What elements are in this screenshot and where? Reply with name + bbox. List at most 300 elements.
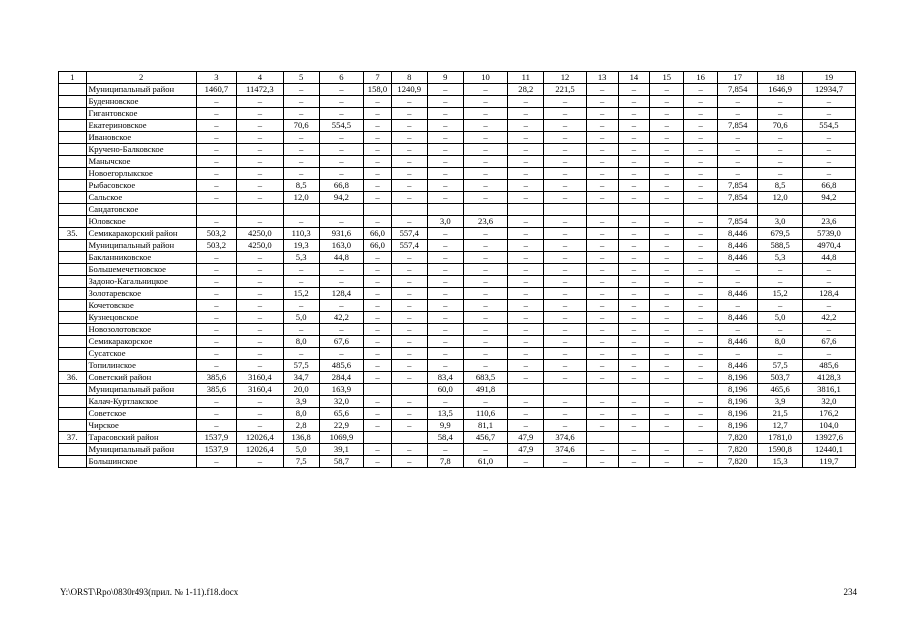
- table-cell: 32,0: [802, 396, 855, 408]
- table-cell: –: [391, 276, 427, 288]
- column-number: 8: [391, 72, 427, 84]
- table-cell: –: [508, 252, 544, 264]
- table-cell: –: [618, 96, 650, 108]
- column-number: 18: [758, 72, 803, 84]
- table-cell: –: [427, 240, 463, 252]
- table-cell: –: [364, 192, 392, 204]
- table-cell: 1069,9: [319, 432, 364, 444]
- table-cell: –: [364, 264, 392, 276]
- table-cell: –: [463, 264, 508, 276]
- table-cell: [684, 204, 718, 216]
- table-cell: –: [684, 132, 718, 144]
- table-cell: –: [684, 228, 718, 240]
- table-cell: –: [618, 120, 650, 132]
- table-cell: –: [391, 156, 427, 168]
- table-cell: –: [586, 252, 618, 264]
- table-cell: –: [802, 96, 855, 108]
- table-cell: –: [283, 144, 319, 156]
- table-cell: –: [364, 456, 392, 468]
- row-number: [59, 288, 87, 300]
- table-cell: 110,6: [463, 408, 508, 420]
- table-cell: –: [237, 168, 284, 180]
- table-cell: 2,8: [283, 420, 319, 432]
- row-number: [59, 456, 87, 468]
- table-cell: –: [544, 372, 586, 384]
- table-cell: –: [391, 96, 427, 108]
- table-cell: 7,820: [718, 432, 758, 444]
- settlement-name: Калач-Куртлакское: [86, 396, 196, 408]
- row-number: [59, 204, 87, 216]
- table-cell: –: [237, 192, 284, 204]
- table-cell: –: [391, 120, 427, 132]
- settlement-name: Сандатовское: [86, 204, 196, 216]
- table-cell: 42,2: [319, 312, 364, 324]
- table-cell: 32,0: [319, 396, 364, 408]
- table-cell: –: [618, 288, 650, 300]
- table-cell: –: [196, 288, 236, 300]
- table-cell: –: [544, 144, 586, 156]
- table-cell: –: [586, 84, 618, 96]
- table-cell: 70,6: [283, 120, 319, 132]
- table-row: [59, 360, 856, 372]
- table-cell: –: [427, 228, 463, 240]
- settlement-name: Задоно-Кагальницкое: [86, 276, 196, 288]
- table-row: [59, 444, 856, 456]
- table-cell: –: [364, 276, 392, 288]
- settlement-name: Рыбасовское: [86, 180, 196, 192]
- table-cell: –: [650, 228, 684, 240]
- table-cell: –: [508, 192, 544, 204]
- row-number: [59, 252, 87, 264]
- settlement-name: Бакланниковское: [86, 252, 196, 264]
- table-cell: –: [650, 168, 684, 180]
- table-cell: –: [508, 228, 544, 240]
- table-cell: –: [196, 360, 236, 372]
- table-cell: 128,4: [319, 288, 364, 300]
- table-cell: 65,6: [319, 408, 364, 420]
- table-cell: –: [463, 108, 508, 120]
- table-cell: –: [364, 348, 392, 360]
- table-cell: –: [684, 300, 718, 312]
- column-number: 6: [319, 72, 364, 84]
- table-cell: –: [650, 288, 684, 300]
- table-row: [59, 336, 856, 348]
- table-cell: [508, 204, 544, 216]
- table-cell: –: [391, 132, 427, 144]
- table-cell: –: [718, 132, 758, 144]
- table-cell: 557,4: [391, 228, 427, 240]
- table-cell: 163,0: [319, 240, 364, 252]
- table-cell: 57,5: [283, 360, 319, 372]
- table-cell: –: [364, 420, 392, 432]
- table-cell: –: [283, 96, 319, 108]
- row-number: [59, 384, 87, 396]
- table-cell: –: [684, 96, 718, 108]
- column-number: 7: [364, 72, 392, 84]
- table-cell: 7,854: [718, 120, 758, 132]
- table-cell: –: [618, 324, 650, 336]
- table-cell: –: [319, 168, 364, 180]
- table-cell: [364, 204, 392, 216]
- data-table: [58, 71, 856, 468]
- row-number: [59, 444, 87, 456]
- table-cell: –: [319, 108, 364, 120]
- table-cell: 66,0: [364, 228, 392, 240]
- table-cell: [758, 204, 803, 216]
- table-cell: 3,0: [758, 216, 803, 228]
- table-cell: –: [237, 120, 284, 132]
- table-cell: 8,446: [718, 252, 758, 264]
- table-cell: 58,7: [319, 456, 364, 468]
- table-cell: –: [684, 168, 718, 180]
- settlement-name: Кочетовское: [86, 300, 196, 312]
- table-row: [59, 348, 856, 360]
- table-cell: –: [544, 324, 586, 336]
- table-cell: –: [544, 276, 586, 288]
- table-cell: –: [391, 420, 427, 432]
- table-cell: –: [463, 132, 508, 144]
- table-cell: –: [544, 108, 586, 120]
- table-cell: 47,9: [508, 432, 544, 444]
- settlement-name: Сальское: [86, 192, 196, 204]
- table-cell: –: [364, 168, 392, 180]
- table-cell: –: [463, 396, 508, 408]
- table-row: [59, 420, 856, 432]
- table-cell: –: [544, 264, 586, 276]
- settlement-name: Сусатское: [86, 348, 196, 360]
- table-row: [59, 216, 856, 228]
- table-cell: 22,9: [319, 420, 364, 432]
- table-cell: –: [618, 276, 650, 288]
- table-cell: –: [618, 84, 650, 96]
- table-cell: –: [364, 156, 392, 168]
- table-cell: [650, 204, 684, 216]
- table-cell: [391, 432, 427, 444]
- table-cell: –: [319, 348, 364, 360]
- table-cell: 66,8: [319, 180, 364, 192]
- table-cell: [237, 204, 284, 216]
- column-number: 15: [650, 72, 684, 84]
- column-number: 16: [684, 72, 718, 84]
- table-cell: –: [586, 420, 618, 432]
- table-cell: –: [508, 324, 544, 336]
- table-row: [59, 264, 856, 276]
- table-row: [59, 144, 856, 156]
- table-cell: –: [391, 216, 427, 228]
- table-row: [59, 180, 856, 192]
- table-cell: –: [718, 156, 758, 168]
- table-cell: –: [237, 348, 284, 360]
- table-cell: 19,3: [283, 240, 319, 252]
- table-cell: 66,8: [802, 180, 855, 192]
- table-cell: –: [196, 420, 236, 432]
- table-cell: –: [237, 144, 284, 156]
- table-cell: –: [364, 180, 392, 192]
- table-cell: –: [427, 396, 463, 408]
- table-cell: –: [758, 144, 803, 156]
- table-cell: –: [508, 288, 544, 300]
- table-cell: –: [618, 180, 650, 192]
- table-cell: –: [427, 264, 463, 276]
- table-cell: 8,196: [718, 396, 758, 408]
- table-row: [59, 84, 856, 96]
- table-cell: –: [463, 288, 508, 300]
- table-cell: –: [758, 348, 803, 360]
- table-cell: –: [237, 300, 284, 312]
- table-cell: –: [586, 120, 618, 132]
- table-cell: –: [544, 396, 586, 408]
- table-cell: –: [463, 276, 508, 288]
- table-cell: 491,8: [463, 384, 508, 396]
- table-cell: –: [196, 264, 236, 276]
- table-cell: 23,6: [463, 216, 508, 228]
- table-cell: [586, 204, 618, 216]
- table-cell: –: [427, 144, 463, 156]
- row-number: [59, 360, 87, 372]
- table-cell: –: [196, 144, 236, 156]
- table-cell: –: [684, 312, 718, 324]
- table-cell: 3,0: [427, 216, 463, 228]
- table-cell: –: [684, 144, 718, 156]
- table-cell: –: [463, 120, 508, 132]
- table-row: [59, 408, 856, 420]
- table-cell: –: [718, 168, 758, 180]
- table-cell: –: [463, 192, 508, 204]
- table-cell: –: [684, 420, 718, 432]
- table-cell: –: [684, 456, 718, 468]
- column-number: 4: [237, 72, 284, 84]
- table-row: [59, 192, 856, 204]
- table-cell: –: [283, 108, 319, 120]
- table-cell: –: [802, 168, 855, 180]
- table-cell: [650, 432, 684, 444]
- table-cell: –: [508, 336, 544, 348]
- table-cell: –: [650, 276, 684, 288]
- table-cell: –: [802, 108, 855, 120]
- settlement-name: Тарасовский район: [86, 432, 196, 444]
- settlement-name: Муниципальный район: [86, 384, 196, 396]
- table-cell: 163,9: [319, 384, 364, 396]
- table-cell: –: [586, 144, 618, 156]
- row-number: [59, 84, 87, 96]
- table-cell: –: [544, 252, 586, 264]
- table-cell: 83,4: [427, 372, 463, 384]
- row-number: [59, 240, 87, 252]
- table-cell: –: [718, 348, 758, 360]
- table-cell: –: [718, 276, 758, 288]
- table-cell: –: [544, 288, 586, 300]
- table-cell: 12934,7: [802, 84, 855, 96]
- table-cell: –: [544, 348, 586, 360]
- table-cell: 94,2: [802, 192, 855, 204]
- table-cell: –: [758, 264, 803, 276]
- table-cell: –: [618, 456, 650, 468]
- row-number: [59, 312, 87, 324]
- table-cell: –: [391, 108, 427, 120]
- table-cell: –: [544, 456, 586, 468]
- table-row: [59, 132, 856, 144]
- table-cell: –: [237, 180, 284, 192]
- table-cell: –: [463, 180, 508, 192]
- table-cell: –: [319, 324, 364, 336]
- table-cell: –: [508, 108, 544, 120]
- table-cell: –: [237, 336, 284, 348]
- table-cell: 5739,0: [802, 228, 855, 240]
- table-cell: –: [427, 288, 463, 300]
- table-cell: –: [391, 144, 427, 156]
- table-cell: [427, 204, 463, 216]
- table-row: [59, 300, 856, 312]
- table-cell: –: [618, 132, 650, 144]
- table-cell: –: [618, 240, 650, 252]
- table-cell: 23,6: [802, 216, 855, 228]
- table-cell: –: [283, 156, 319, 168]
- table-cell: –: [364, 408, 392, 420]
- table-cell: 60,0: [427, 384, 463, 396]
- table-cell: 9,9: [427, 420, 463, 432]
- table-cell: –: [618, 312, 650, 324]
- table-cell: –: [758, 132, 803, 144]
- table-cell: –: [508, 96, 544, 108]
- table-cell: [544, 384, 586, 396]
- table-cell: –: [586, 264, 618, 276]
- table-cell: –: [650, 132, 684, 144]
- table-cell: 8,446: [718, 240, 758, 252]
- table-cell: –: [196, 192, 236, 204]
- table-cell: –: [196, 108, 236, 120]
- settlement-name: Большинское: [86, 456, 196, 468]
- column-number: 3: [196, 72, 236, 84]
- table-cell: –: [508, 396, 544, 408]
- row-number: [59, 216, 87, 228]
- table-cell: –: [684, 408, 718, 420]
- table-cell: –: [283, 168, 319, 180]
- table-cell: 81,1: [463, 420, 508, 432]
- table-cell: –: [427, 348, 463, 360]
- table-cell: –: [391, 444, 427, 456]
- table-row: [59, 432, 856, 444]
- table-cell: –: [427, 300, 463, 312]
- table-cell: 465,6: [758, 384, 803, 396]
- table-cell: 158,0: [364, 84, 392, 96]
- table-cell: 8,196: [718, 372, 758, 384]
- table-cell: –: [283, 216, 319, 228]
- table-cell: 66,0: [364, 240, 392, 252]
- table-cell: –: [196, 96, 236, 108]
- table-cell: 3816,1: [802, 384, 855, 396]
- table-cell: –: [586, 408, 618, 420]
- table-cell: 15,3: [758, 456, 803, 468]
- settlement-name: Кузнецовское: [86, 312, 196, 324]
- table-cell: –: [196, 216, 236, 228]
- table-cell: 683,5: [463, 372, 508, 384]
- table-cell: –: [391, 252, 427, 264]
- table-cell: –: [364, 252, 392, 264]
- table-cell: 20,0: [283, 384, 319, 396]
- table-cell: –: [544, 360, 586, 372]
- table-cell: –: [650, 456, 684, 468]
- table-cell: –: [618, 444, 650, 456]
- table-cell: –: [684, 444, 718, 456]
- table-cell: –: [802, 156, 855, 168]
- table-cell: –: [684, 264, 718, 276]
- table-cell: 7,820: [718, 444, 758, 456]
- table-cell: –: [508, 348, 544, 360]
- row-number: [59, 144, 87, 156]
- table-cell: –: [650, 360, 684, 372]
- table-cell: –: [684, 360, 718, 372]
- table-cell: 4970,4: [802, 240, 855, 252]
- table-cell: –: [544, 120, 586, 132]
- table-cell: –: [684, 240, 718, 252]
- table-cell: 8,5: [758, 180, 803, 192]
- table-cell: 5,0: [758, 312, 803, 324]
- table-cell: –: [364, 372, 392, 384]
- table-cell: 47,9: [508, 444, 544, 456]
- row-number: [59, 132, 87, 144]
- settlement-name: Кручено-Балковское: [86, 144, 196, 156]
- table-cell: 1537,9: [196, 432, 236, 444]
- table-cell: 8,446: [718, 312, 758, 324]
- table-cell: –: [586, 216, 618, 228]
- table-cell: –: [650, 444, 684, 456]
- table-cell: 485,6: [802, 360, 855, 372]
- table-cell: –: [283, 324, 319, 336]
- table-row: [59, 204, 856, 216]
- table-cell: –: [508, 180, 544, 192]
- table-cell: 39,1: [319, 444, 364, 456]
- table-cell: –: [586, 360, 618, 372]
- table-cell: –: [508, 360, 544, 372]
- table-cell: 21,5: [758, 408, 803, 420]
- table-cell: –: [283, 300, 319, 312]
- table-cell: –: [508, 372, 544, 384]
- table-cell: –: [684, 180, 718, 192]
- table-cell: 1781,0: [758, 432, 803, 444]
- table-cell: –: [650, 408, 684, 420]
- table-cell: –: [237, 288, 284, 300]
- table-row: [59, 372, 856, 384]
- table-cell: [618, 384, 650, 396]
- table-cell: –: [508, 132, 544, 144]
- table-cell: –: [364, 360, 392, 372]
- table-cell: –: [650, 372, 684, 384]
- settlement-name: Семикаракорский район: [86, 228, 196, 240]
- table-cell: –: [196, 156, 236, 168]
- table-cell: –: [758, 156, 803, 168]
- table-cell: –: [684, 120, 718, 132]
- table-cell: 58,4: [427, 432, 463, 444]
- table-cell: –: [544, 336, 586, 348]
- table-cell: 503,7: [758, 372, 803, 384]
- table-cell: 374,6: [544, 444, 586, 456]
- table-cell: –: [618, 228, 650, 240]
- table-cell: –: [391, 336, 427, 348]
- table-cell: 7,820: [718, 456, 758, 468]
- table-cell: –: [196, 132, 236, 144]
- table-cell: –: [684, 192, 718, 204]
- settlement-name: Муниципальный район: [86, 84, 196, 96]
- column-number: 12: [544, 72, 586, 84]
- table-cell: [684, 432, 718, 444]
- settlement-name: Семикаракорское: [86, 336, 196, 348]
- settlement-name: Топилинское: [86, 360, 196, 372]
- table-cell: 44,8: [802, 252, 855, 264]
- table-cell: –: [391, 348, 427, 360]
- table-cell: –: [364, 444, 392, 456]
- table-cell: [364, 432, 392, 444]
- table-cell: [618, 204, 650, 216]
